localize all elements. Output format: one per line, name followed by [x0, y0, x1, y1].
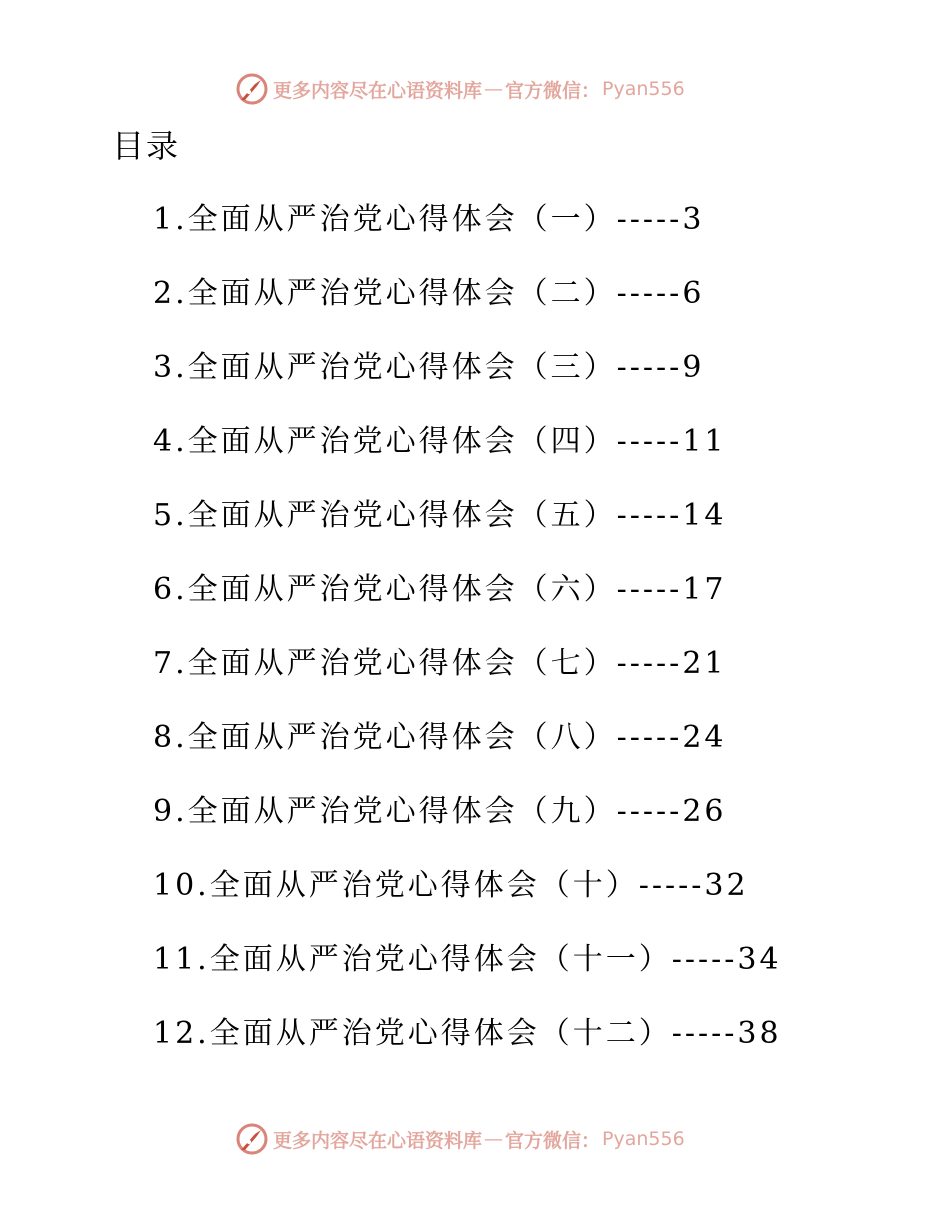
toc-item-leader: ----- [616, 794, 683, 829]
toc-list [153, 198, 782, 1086]
toc-item-leader: ----- [616, 498, 683, 533]
toc-item-number: 4. [153, 424, 188, 459]
toc-item-page: 11 [682, 424, 727, 459]
toc-item-number: 9. [153, 794, 188, 829]
toc-item-page: 24 [682, 720, 727, 755]
toc-item-number: 2. [153, 276, 188, 311]
toc-item-9 [153, 790, 782, 864]
toc-item-number: 10. [153, 868, 210, 903]
toc-item-number: 12. [153, 1016, 210, 1051]
header-watermark [235, 72, 685, 106]
pen-nib-logo-icon [235, 72, 269, 106]
toc-item-4 [153, 420, 782, 494]
watermark-label: 官方微信： [505, 79, 601, 102]
pen-nib-logo-icon [235, 1122, 269, 1156]
toc-item-leader: ----- [616, 350, 683, 385]
toc-item-page: 3 [682, 202, 705, 237]
toc-item-6 [153, 568, 782, 642]
toc-item-title: 全面从严治党心得体会（三） [187, 350, 617, 385]
toc-item-12 [153, 1012, 782, 1086]
toc-item-title: 全面从严治党心得体会（十二） [209, 1016, 672, 1051]
toc-item-leader: ----- [616, 572, 683, 607]
toc-item-page: 32 [704, 868, 749, 903]
toc-item-page: 38 [737, 1016, 782, 1051]
toc-item-page: 21 [682, 646, 727, 681]
toc-item-title: 全面从严治党心得体会（五） [187, 498, 617, 533]
watermark-wechat-id: Pyan556 [602, 78, 685, 100]
toc-item-leader: ----- [671, 1016, 738, 1051]
toc-item-leader: ----- [638, 868, 705, 903]
toc-item-5 [153, 494, 782, 568]
toc-item-number: 11. [153, 942, 210, 977]
toc-item-title: 全面从严治党心得体会（十） [209, 868, 639, 903]
toc-item-page: 9 [682, 350, 705, 385]
toc-item-leader: ----- [616, 646, 683, 681]
toc-item-title: 全面从严治党心得体会（七） [187, 646, 617, 681]
watermark-wechat-id: Pyan556 [602, 1128, 685, 1150]
toc-item-title: 全面从严治党心得体会（九） [187, 794, 617, 829]
toc-item-8 [153, 716, 782, 790]
toc-item-leader: ----- [616, 276, 683, 311]
toc-item-11 [153, 938, 782, 1012]
toc-item-leader: ----- [616, 424, 683, 459]
toc-item-number: 5. [153, 498, 188, 533]
toc-item-number: 7. [153, 646, 188, 681]
toc-item-title: 全面从严治党心得体会（二） [187, 276, 617, 311]
toc-item-number: 1. [153, 202, 188, 237]
toc-item-leader: ----- [671, 942, 738, 977]
toc-item-2 [153, 272, 782, 346]
toc-item-page: 14 [682, 498, 727, 533]
toc-item-page: 34 [737, 942, 782, 977]
toc-item-3 [153, 346, 782, 420]
watermark-text: 更多内容尽在心语资料库 [273, 1129, 483, 1152]
toc-item-page: 6 [682, 276, 705, 311]
watermark-label: 官方微信： [505, 1129, 601, 1152]
toc-item-number: 3. [153, 350, 188, 385]
toc-item-number: 6. [153, 572, 188, 607]
toc-item-number: 8. [153, 720, 188, 755]
toc-item-1 [153, 198, 782, 272]
toc-item-page: 26 [682, 794, 727, 829]
toc-item-10 [153, 864, 782, 938]
toc-item-page: 17 [682, 572, 727, 607]
toc-item-title: 全面从严治党心得体会（四） [187, 424, 617, 459]
footer-watermark [235, 1122, 685, 1156]
toc-heading: 目录 [112, 127, 181, 165]
toc-item-title: 全面从严治党心得体会（八） [187, 720, 617, 755]
toc-item-title: 全面从严治党心得体会（一） [187, 202, 617, 237]
watermark-separator: — [484, 78, 504, 100]
toc-item-leader: ----- [616, 720, 683, 755]
watermark-text: 更多内容尽在心语资料库 [273, 79, 483, 102]
toc-item-title: 全面从严治党心得体会（六） [187, 572, 617, 607]
toc-item-7 [153, 642, 782, 716]
toc-item-leader: ----- [616, 202, 683, 237]
watermark-separator: — [484, 1128, 504, 1150]
toc-item-title: 全面从严治党心得体会（十一） [209, 942, 672, 977]
